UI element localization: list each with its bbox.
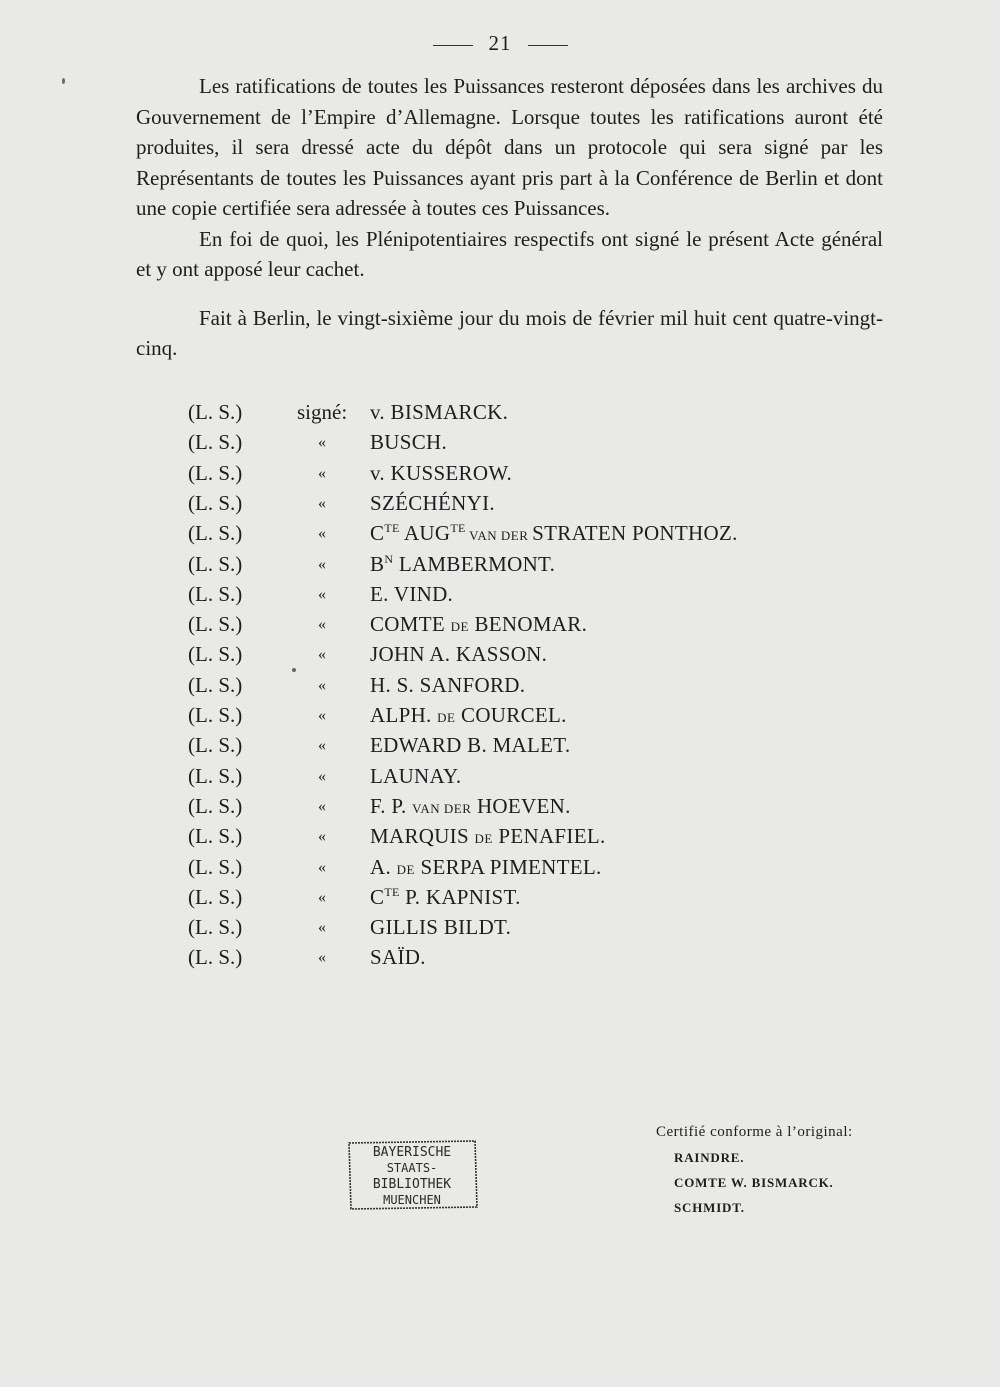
- name-particle: DE: [450, 619, 469, 635]
- certification-block: [656, 1120, 916, 1220]
- signature-row: [0, 430, 1000, 460]
- signatory-name: SZÉCHÉNYI.: [370, 490, 495, 515]
- paragraph-en-foi: En foi de quoi, les Plénipotentiaires respectifs ont signé le présent Acte général et y ont apposé leur cachet.: [136, 226, 883, 281]
- signature-row: [0, 521, 1000, 551]
- paragraph-fait-a-berlin: Fait à Berlin, le vingt-sixième jour du mois de février mil huit cent quatre-vingt-cinq.: [136, 305, 883, 360]
- signature-row: [0, 885, 1000, 915]
- signatory-name: $C^{TE}$ P. KAPNIST.: [370, 884, 521, 909]
- signature-row: [0, 703, 1000, 733]
- ditto-mark: «: [318, 949, 326, 967]
- signatory-name: $C^{TE}$ $AUG^{TE}$ VAN DER STRATEN PONTHOZ.: [370, 521, 738, 546]
- seal-label: (L. S.): [188, 824, 243, 849]
- seal-label: (L. S.): [188, 915, 243, 940]
- signature-row: [0, 794, 1000, 824]
- ditto-mark: «: [318, 707, 326, 724]
- ditto-mark: «: [318, 797, 326, 815]
- name-superscript: TE: [384, 884, 400, 899]
- certification-title: Certifié conforme à l’original:: [656, 1124, 853, 1140]
- signature-row: [0, 733, 1000, 763]
- seal-label: (L. S.): [188, 945, 243, 970]
- paper-speck: [62, 78, 65, 84]
- signatory-name: H. S. SANFORD.: [370, 672, 526, 697]
- certification-name: SCHMIDT.: [674, 1200, 745, 1215]
- ditto-mark: «: [318, 616, 326, 634]
- ditto-mark: «: [318, 464, 326, 482]
- seal-label: (L. S.): [188, 551, 243, 576]
- signatory-name: $B^N$ LAMBERMONT.: [370, 551, 556, 576]
- seal-label: (L. S.): [188, 581, 243, 606]
- seal-label: (L. S.): [188, 400, 243, 424]
- ditto-mark: «: [318, 494, 326, 512]
- signature-row: [0, 491, 1000, 521]
- ditto-mark: «: [318, 676, 326, 694]
- signature-row: [0, 824, 1000, 854]
- signature-row: [0, 612, 1000, 642]
- signature-row: [0, 582, 1000, 612]
- signature-row: [0, 552, 1000, 582]
- signatory-name: EDWARD B. MALET.: [370, 733, 571, 758]
- stamp-line-2: STAATS-: [386, 1161, 438, 1175]
- seal-label: (L. S.): [188, 612, 243, 637]
- signatory-name: LAUNAY.: [370, 763, 462, 788]
- ditto-mark: «: [318, 646, 326, 664]
- seal-label: (L. S.): [188, 884, 243, 909]
- name-particle: DE: [474, 831, 493, 847]
- signatory-name: v. BISMARCK.: [370, 400, 509, 424]
- ditto-mark: «: [318, 737, 326, 755]
- ditto-mark: «: [318, 888, 326, 906]
- signatory-name: v. KUSSEROW.: [370, 460, 513, 485]
- signature-row: [0, 855, 1000, 885]
- ditto-mark: «: [318, 434, 326, 452]
- signatory-name: E. VIND.: [370, 581, 454, 606]
- page-number-dash-right: [528, 45, 568, 46]
- ditto-mark: «: [318, 585, 326, 603]
- paragraph-ratifications: Les ratifications de toutes les Puissances resteront déposées dans les archives du Gouvernement de l’Empire d’Allemagne. Lorsque toutes les ratifications auront été produites, il sera dressé acte du dépôt dans un protocole qui sera signé par les Représentants de toutes les Puissances ayant pris part à la Conférence de Berlin et dont une copie certifiée sera adressée à toutes ces Puissances.: [136, 74, 883, 220]
- seal-label: (L. S.): [188, 733, 243, 758]
- name-superscript: TE: [384, 521, 400, 536]
- signature-row: [0, 915, 1000, 945]
- seal-label: (L. S.): [188, 430, 243, 455]
- signature-row: [0, 642, 1000, 672]
- signatory-name: ALPH. DE COURCEL.: [370, 703, 567, 727]
- library-stamp: [343, 1137, 481, 1213]
- seal-label: (L. S.): [188, 460, 243, 485]
- signed-label: signé:: [297, 400, 348, 424]
- seal-label: (L. S.): [188, 490, 243, 515]
- ditto-mark: «: [318, 919, 326, 937]
- stamp-line-3: BIBLIOTHEK: [372, 1177, 452, 1192]
- certification-name: COMTE W. BISMARCK.: [674, 1175, 834, 1190]
- seal-label: (L. S.): [188, 793, 243, 818]
- signatory-name: COMTE DE BENOMAR.: [370, 612, 588, 637]
- name-superscript: N: [384, 551, 394, 566]
- seal-label: (L. S.): [188, 854, 243, 879]
- ditto-mark: «: [318, 828, 326, 846]
- name-particle: DE: [396, 861, 415, 877]
- name-superscript: TE: [450, 521, 466, 536]
- name-particle: VAN DER: [412, 800, 472, 816]
- certification-name: RAINDRE.: [674, 1150, 745, 1165]
- signature-row: [0, 945, 1000, 975]
- signature-row: [0, 673, 1000, 703]
- name-particle: VAN DER: [465, 528, 533, 544]
- signatory-name: SAÏD.: [370, 945, 426, 970]
- seal-label: (L. S.): [188, 763, 243, 788]
- signatory-name: F. P. VAN DER HOEVEN.: [370, 793, 571, 818]
- stamp-line-4: MUENCHEN: [383, 1193, 441, 1207]
- page-number: 21: [488, 31, 512, 55]
- seal-label: (L. S.): [188, 642, 243, 667]
- page-number-line: [0, 31, 1000, 56]
- signature-row: [0, 461, 1000, 491]
- stamp-line-1: BAYERISCHE: [372, 1145, 452, 1160]
- body-text: [136, 71, 883, 364]
- signature-row: [0, 400, 1000, 430]
- ditto-mark: «: [318, 525, 326, 543]
- signatory-name: BUSCH.: [370, 430, 448, 455]
- seal-label: (L. S.): [188, 521, 243, 546]
- page-number-dash-left: [433, 45, 473, 46]
- signatory-name: JOHN A. KASSON.: [370, 642, 548, 667]
- signatory-name: MARQUIS DE PENAFIEL.: [370, 824, 606, 849]
- signatory-name: A. DE SERPA PIMENTEL.: [370, 854, 602, 879]
- name-particle: DE: [437, 710, 456, 725]
- ditto-mark: «: [318, 555, 326, 573]
- seal-label: (L. S.): [188, 703, 243, 727]
- paper-speck: [292, 668, 296, 672]
- ditto-mark: «: [318, 767, 326, 785]
- signature-row: [0, 764, 1000, 794]
- ditto-mark: «: [318, 858, 326, 876]
- seal-label: (L. S.): [188, 672, 243, 697]
- signatory-name: GILLIS BILDT.: [370, 915, 512, 940]
